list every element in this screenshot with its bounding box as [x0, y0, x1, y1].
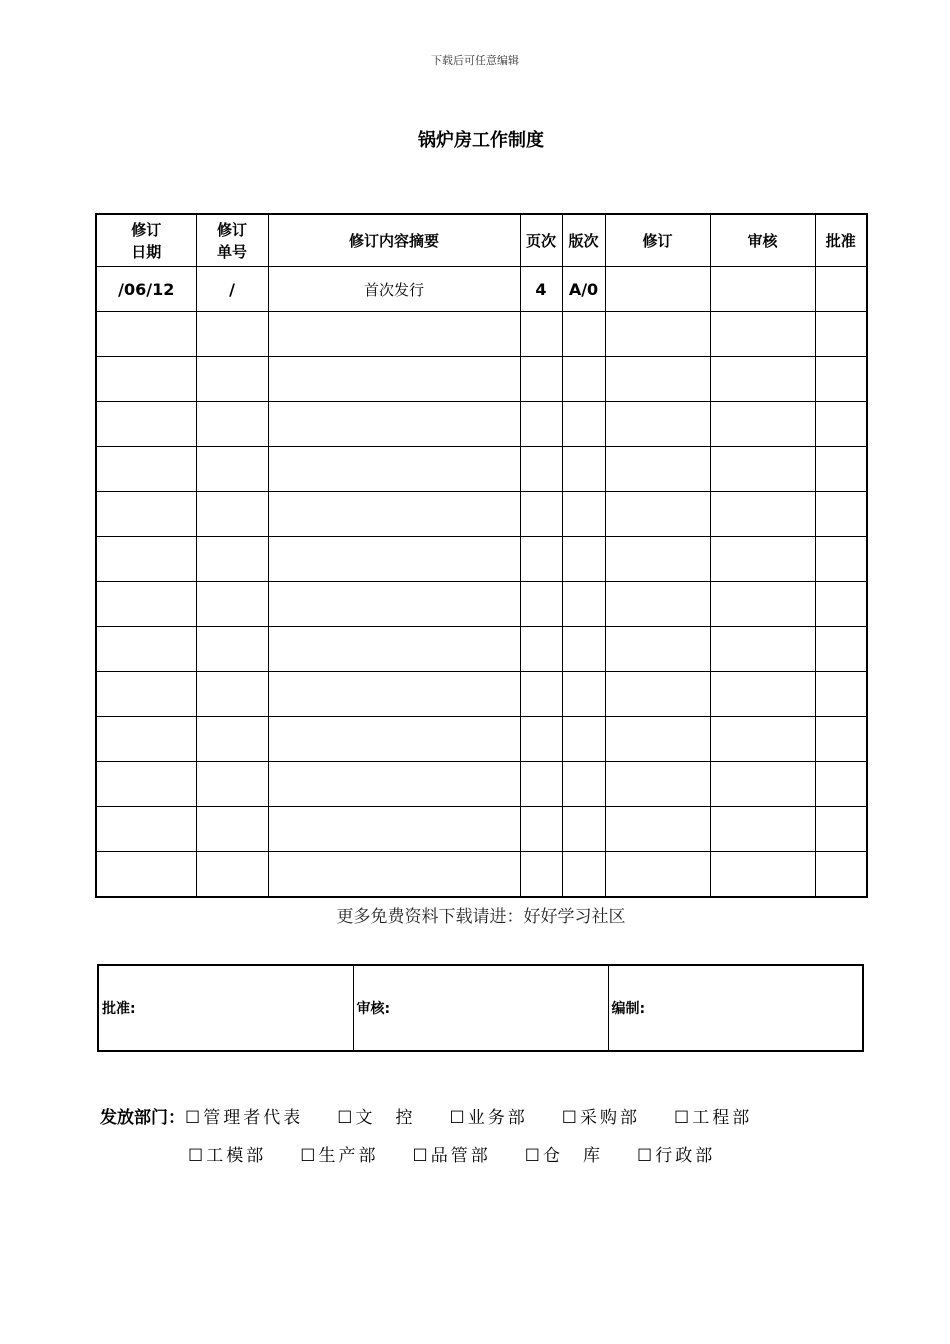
table-row — [96, 672, 867, 717]
table-cell[interactable] — [710, 807, 815, 852]
table-cell[interactable] — [605, 402, 710, 447]
table-cell[interactable]: 首次发行 — [268, 267, 520, 312]
table-cell[interactable]: /06/12 — [96, 267, 196, 312]
distribution-option-label: 生产部 — [318, 1146, 379, 1166]
checkbox-icon[interactable]: ☐ — [300, 1146, 316, 1166]
table-cell[interactable] — [815, 402, 867, 447]
table-cell[interactable] — [196, 402, 268, 447]
header-approved-by: 批准 — [815, 214, 867, 267]
distribution-option-label: 采购部 — [580, 1108, 640, 1128]
signoff-review: 审核: — [353, 965, 608, 1051]
table-cell[interactable] — [815, 492, 867, 537]
table-cell[interactable] — [268, 852, 520, 898]
table-row — [96, 402, 867, 447]
table-cell[interactable] — [562, 312, 605, 357]
table-cell[interactable] — [196, 582, 268, 627]
distribution-option[interactable] — [562, 1103, 640, 1128]
footer-download-link[interactable]: 更多免费资料下载请进：好好学习社区 — [336, 907, 626, 927]
table-cell[interactable] — [605, 312, 710, 357]
checkbox-icon[interactable]: ☐ — [524, 1146, 540, 1166]
table-cell[interactable] — [605, 672, 710, 717]
table-cell[interactable] — [96, 312, 196, 357]
table-cell[interactable] — [710, 492, 815, 537]
table-cell[interactable] — [815, 267, 867, 312]
distribution-option[interactable] — [525, 1141, 603, 1166]
table-cell[interactable] — [605, 717, 710, 762]
table-cell[interactable] — [562, 762, 605, 807]
table-cell[interactable] — [268, 447, 520, 492]
header-note: 下载后可任意编辑 — [431, 54, 519, 67]
table-cell[interactable] — [605, 357, 710, 402]
distribution-row-1 — [100, 1103, 786, 1128]
distribution-option[interactable] — [188, 1141, 266, 1166]
table-cell[interactable] — [605, 807, 710, 852]
table-cell[interactable] — [605, 492, 710, 537]
table-cell[interactable] — [815, 852, 867, 898]
table-cell[interactable] — [520, 627, 562, 672]
distribution-option[interactable] — [185, 1103, 303, 1128]
distribution-option[interactable] — [674, 1103, 752, 1128]
table-cell[interactable] — [520, 447, 562, 492]
table-cell[interactable] — [815, 807, 867, 852]
table-cell[interactable] — [268, 402, 520, 447]
table-cell[interactable] — [710, 312, 815, 357]
table-cell[interactable] — [520, 717, 562, 762]
table-cell[interactable] — [96, 492, 196, 537]
table-cell[interactable] — [815, 672, 867, 717]
table-cell[interactable] — [562, 582, 605, 627]
table-row — [96, 492, 867, 537]
table-cell[interactable] — [562, 627, 605, 672]
table-row — [96, 852, 867, 898]
checkbox-icon[interactable]: ☐ — [337, 1108, 353, 1128]
table-cell[interactable] — [520, 492, 562, 537]
checkbox-icon[interactable]: ☐ — [674, 1108, 690, 1128]
table-cell[interactable] — [605, 267, 710, 312]
table-cell[interactable] — [520, 672, 562, 717]
table-cell[interactable] — [562, 402, 605, 447]
table-cell[interactable] — [196, 492, 268, 537]
table-cell[interactable] — [96, 402, 196, 447]
table-cell[interactable] — [268, 582, 520, 627]
signoff-approve: 批准: — [98, 965, 353, 1051]
table-cell[interactable] — [815, 447, 867, 492]
checkbox-icon[interactable]: ☐ — [637, 1146, 653, 1166]
table-cell[interactable] — [96, 717, 196, 762]
document-title: 锅炉房工作制度 — [418, 130, 544, 151]
table-cell[interactable] — [96, 627, 196, 672]
table-cell[interactable] — [196, 717, 268, 762]
distribution-option-label: 文 控 — [355, 1108, 416, 1128]
table-cell[interactable] — [96, 762, 196, 807]
table-cell[interactable] — [96, 807, 196, 852]
table-cell[interactable] — [710, 402, 815, 447]
distribution-option[interactable] — [637, 1141, 715, 1166]
table-cell[interactable] — [562, 492, 605, 537]
table-cell[interactable] — [710, 357, 815, 402]
table-cell[interactable]: 4 — [520, 267, 562, 312]
table-row — [96, 312, 867, 357]
table-cell[interactable] — [520, 402, 562, 447]
table-cell[interactable]: / — [196, 267, 268, 312]
table-cell[interactable] — [196, 627, 268, 672]
distribution-option-label: 仓 库 — [543, 1146, 603, 1166]
table-cell[interactable]: A/0 — [562, 267, 605, 312]
table-cell[interactable] — [196, 357, 268, 402]
table-cell[interactable] — [605, 582, 710, 627]
table-cell[interactable] — [562, 807, 605, 852]
distribution-label: 发放部门： — [100, 1108, 185, 1128]
table-cell[interactable] — [96, 582, 196, 627]
table-cell[interactable] — [815, 582, 867, 627]
table-row — [96, 582, 867, 627]
distribution-option-label: 工模部 — [206, 1146, 267, 1166]
table-cell[interactable] — [268, 312, 520, 357]
table-cell[interactable] — [268, 717, 520, 762]
table-cell[interactable] — [196, 447, 268, 492]
checkbox-icon[interactable]: ☐ — [185, 1108, 201, 1128]
table-cell[interactable] — [96, 357, 196, 402]
table-cell[interactable] — [196, 762, 268, 807]
table-cell[interactable] — [710, 762, 815, 807]
table-cell[interactable] — [562, 852, 605, 898]
distribution-option[interactable] — [300, 1141, 378, 1166]
signoff-prepare: 编制: — [608, 965, 863, 1051]
table-cell[interactable] — [96, 537, 196, 582]
table-row — [96, 447, 867, 492]
table-row — [96, 537, 867, 582]
header-page: 页次 — [520, 214, 562, 267]
header-revision-number: 修订 单号 — [196, 214, 268, 267]
table-cell[interactable] — [96, 672, 196, 717]
table-cell[interactable] — [520, 582, 562, 627]
table-cell[interactable] — [710, 672, 815, 717]
table-cell[interactable] — [710, 582, 815, 627]
table-cell[interactable] — [520, 852, 562, 898]
revision-table — [95, 213, 868, 898]
table-cell[interactable] — [815, 537, 867, 582]
table-cell[interactable] — [710, 267, 815, 312]
table-cell[interactable] — [96, 447, 196, 492]
table-cell[interactable] — [562, 447, 605, 492]
table-cell[interactable] — [268, 537, 520, 582]
table-cell[interactable] — [268, 357, 520, 402]
table-cell[interactable] — [562, 357, 605, 402]
distribution-option[interactable] — [450, 1103, 528, 1128]
table-cell[interactable] — [520, 537, 562, 582]
table-cell[interactable] — [268, 762, 520, 807]
checkbox-icon[interactable]: ☐ — [449, 1108, 465, 1128]
header-reviewed-by: 审核 — [710, 214, 815, 267]
table-cell[interactable] — [268, 807, 520, 852]
table-cell[interactable] — [196, 807, 268, 852]
table-cell[interactable] — [815, 762, 867, 807]
revision-table-header — [96, 214, 867, 267]
table-row — [96, 807, 867, 852]
table-cell[interactable] — [605, 852, 710, 898]
table-cell[interactable] — [605, 627, 710, 672]
distribution-option-label: 品管部 — [430, 1146, 491, 1166]
table-cell[interactable] — [520, 762, 562, 807]
table-cell[interactable] — [605, 537, 710, 582]
header-version: 版次 — [562, 214, 605, 267]
table-cell[interactable] — [815, 357, 867, 402]
table-cell[interactable] — [268, 492, 520, 537]
table-cell[interactable] — [268, 627, 520, 672]
table-row — [96, 717, 867, 762]
table-cell[interactable] — [520, 807, 562, 852]
table-cell[interactable] — [520, 312, 562, 357]
distribution-option-label: 工程部 — [692, 1108, 753, 1128]
table-cell[interactable] — [196, 852, 268, 898]
table-cell[interactable] — [815, 312, 867, 357]
checkbox-icon[interactable]: ☐ — [561, 1108, 577, 1128]
table-row — [96, 627, 867, 672]
distribution-option[interactable] — [413, 1141, 491, 1166]
table-cell[interactable] — [196, 312, 268, 357]
table-cell[interactable] — [710, 852, 815, 898]
header-revision-date: 修订 日期 — [96, 214, 196, 267]
table-row — [96, 357, 867, 402]
distribution-row-2 — [188, 1141, 749, 1166]
table-cell[interactable] — [815, 717, 867, 762]
distribution-option-label: 行政部 — [655, 1146, 716, 1166]
table-cell[interactable] — [710, 537, 815, 582]
distribution-option-label: 业务部 — [467, 1108, 528, 1128]
table-cell[interactable] — [520, 357, 562, 402]
checkbox-icon[interactable]: ☐ — [412, 1146, 428, 1166]
table-cell[interactable] — [710, 717, 815, 762]
table-cell[interactable] — [605, 762, 710, 807]
table-row — [96, 267, 867, 312]
table-cell[interactable] — [710, 447, 815, 492]
header-revised-by: 修订 — [605, 214, 710, 267]
table-cell[interactable] — [562, 537, 605, 582]
distribution-option[interactable] — [337, 1103, 415, 1128]
signoff-table — [97, 964, 864, 1052]
table-row — [96, 762, 867, 807]
header-revision-summary: 修订内容摘要 — [268, 214, 520, 267]
table-cell[interactable] — [196, 672, 268, 717]
distribution-option-label: 管理者代表 — [203, 1108, 304, 1128]
table-cell[interactable] — [605, 447, 710, 492]
table-cell[interactable] — [96, 852, 196, 898]
table-cell[interactable] — [562, 672, 605, 717]
table-cell[interactable] — [815, 627, 867, 672]
table-cell[interactable] — [268, 672, 520, 717]
table-cell[interactable] — [710, 627, 815, 672]
table-cell[interactable] — [562, 717, 605, 762]
checkbox-icon[interactable]: ☐ — [188, 1146, 204, 1166]
table-cell[interactable] — [196, 537, 268, 582]
